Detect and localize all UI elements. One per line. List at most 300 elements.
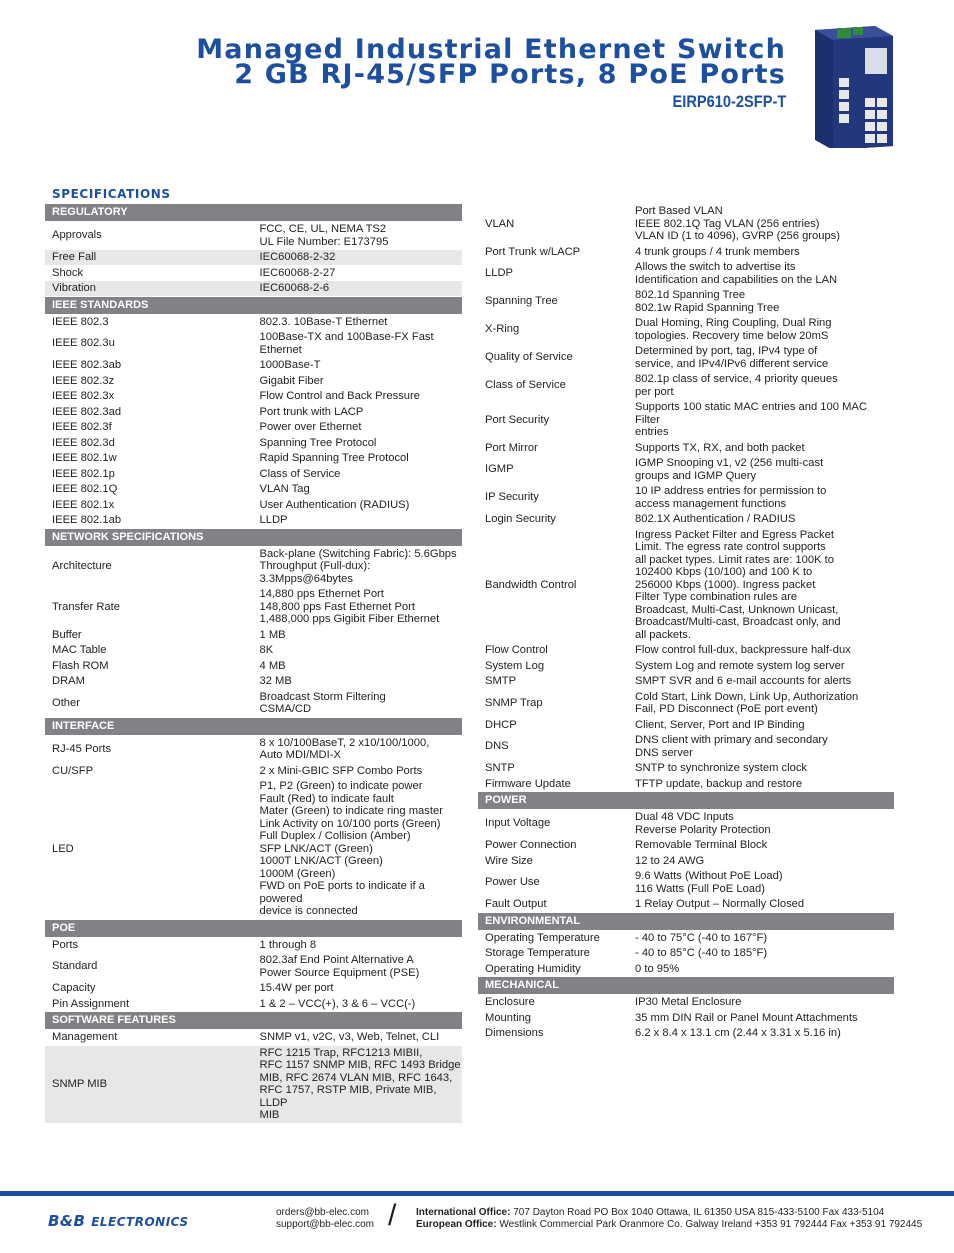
spec-value-line: IEC60068-2-27: [259, 266, 336, 279]
spec-row: [45, 953, 462, 981]
spec-value: [254, 451, 463, 467]
spec-value-line: TFTP update, backup and restore: [635, 777, 803, 790]
spec-value: [629, 717, 894, 733]
spec-label: Vibration: [45, 281, 254, 297]
spec-value-line: 1 Relay Output – Normally Closed: [635, 898, 805, 910]
spec-label: IEEE 802.3x: [45, 389, 254, 405]
spec-label: SNMP Trap: [478, 689, 629, 717]
title-line-1: Managed Industrial Ethernet Switch: [196, 34, 786, 65]
spec-value-line: MIB: [259, 1109, 280, 1121]
spec-row: [45, 389, 462, 405]
spec-label: IEEE 802.3ab: [45, 358, 254, 374]
section-title: SOFTWARE FEATURES: [45, 1012, 462, 1030]
spec-value-line: 100Base-TX and 100Base-FX Fast Ethernet: [259, 331, 434, 356]
spec-label: Flash ROM: [45, 658, 254, 674]
spec-value-line: SFP LNK/ACT (Green): [259, 842, 373, 855]
spec-row: [45, 674, 462, 690]
title-line-2: 2 GB RJ-45/SFP Ports, 8 PoE Ports: [234, 59, 786, 90]
office-addresses: [416, 1207, 922, 1231]
spec-label: Free Fall: [45, 250, 254, 266]
support-email[interactable]: support@bb-elec.com: [276, 1219, 374, 1230]
spec-value-line: topologies. Recovery time below 20mS: [635, 329, 829, 342]
spec-row: [478, 810, 894, 838]
spec-value: [254, 937, 463, 953]
spec-value: [254, 435, 463, 451]
spec-value-line: 802.3. 10Base-T Ethernet: [259, 315, 388, 328]
spec-value: [254, 1045, 463, 1123]
spec-row: [478, 658, 894, 674]
spec-value-line: IEC60068-2-6: [259, 282, 330, 294]
section-title: NETWORK SPECIFICATIONS: [45, 528, 462, 546]
section-header: [45, 528, 462, 546]
international-office: [416, 1207, 922, 1219]
spec-label: IEEE 802.3ad: [45, 404, 254, 420]
spec-row: [478, 244, 894, 260]
spec-value-line: 802.3af End Point Alternative A: [259, 954, 414, 966]
spec-value: [254, 330, 463, 358]
spec-label: Enclosure: [478, 995, 629, 1011]
spec-value: [254, 735, 463, 763]
spec-row: [478, 643, 894, 659]
spec-value: [629, 897, 894, 913]
spec-label: IEEE 802.3: [45, 314, 254, 330]
spec-value: [254, 482, 463, 498]
section-header: [45, 717, 462, 735]
spec-value: [254, 404, 463, 420]
model-number: EIRP610-2SFP-T: [672, 92, 786, 111]
spec-value: [629, 344, 894, 372]
spec-value-line: Removable Terminal Block: [635, 839, 768, 851]
euro-label: European Office:: [416, 1219, 497, 1230]
spec-value: [629, 288, 894, 316]
spec-value: [254, 953, 463, 981]
spec-row: [45, 587, 462, 628]
spec-value-line: - 40 to 85°C (-40 to 185°F): [635, 947, 768, 959]
spec-value-line: - 40 to 75°C (-40 to 167°F): [635, 931, 768, 944]
spec-value: [629, 689, 894, 717]
spec-value-line: all packets.: [635, 628, 691, 641]
spec-value: [254, 265, 463, 281]
spec-label: Ports: [45, 937, 254, 953]
spec-value-line: 256000 Kbps (1000). Ingress packet: [635, 578, 816, 591]
spec-value: [629, 674, 894, 690]
spec-label: IEEE 802.1w: [45, 451, 254, 467]
spec-value-line: SNMP v1, v2C, v3, Web, Telnet, CLI: [259, 1031, 440, 1043]
spec-label: Flow Control: [478, 643, 629, 659]
spec-value-line: Power over Ethernet: [259, 421, 362, 433]
spec-value: [254, 358, 463, 374]
spec-value: [629, 733, 894, 761]
intl-label: International Office:: [416, 1207, 511, 1218]
spec-value-line: Dual 48 VDC Inputs: [635, 811, 734, 823]
spec-row: [45, 937, 462, 953]
spec-value-line: Link Activity on 10/100 ports (Green): [259, 817, 441, 830]
spec-value-line: User Authentication (RADIUS): [259, 498, 410, 511]
spec-value-line: Fail, PD Disconnect (PoE port event): [635, 703, 818, 715]
spec-row: [478, 204, 894, 244]
spec-value-line: 15.4W per port: [259, 982, 334, 994]
spec-value-line: 102400 Kbps (10/100) and 100 K to: [635, 566, 813, 578]
spec-value-line: Rapid Spanning Tree Protocol: [259, 452, 409, 464]
spec-row: [45, 627, 462, 643]
spec-value-line: Throughput (Full-dux): 3.3Mpps@64bytes: [259, 560, 371, 585]
spec-row: [45, 497, 462, 513]
spec-value-line: Class of Service: [259, 467, 341, 480]
spec-value: [629, 946, 894, 962]
spec-label: Power Connection: [478, 838, 629, 854]
spec-row: [478, 689, 894, 717]
spec-value-line: 9.6 Watts (Without PoE Load): [635, 870, 783, 882]
section-header: [478, 977, 894, 995]
spec-row: [45, 735, 462, 763]
spec-value: [254, 763, 463, 779]
spec-row: [45, 373, 462, 389]
spec-label: IEEE 802.3d: [45, 435, 254, 451]
spec-value-line: 12 to 24 AWG: [635, 854, 705, 867]
spec-value-line: groups and IGMP Query: [635, 469, 757, 482]
spec-value-line: RFC 1157 SNMP MIB, RFC 1493 Bridge: [259, 1059, 461, 1071]
spec-value: [254, 222, 463, 250]
spec-value: [629, 456, 894, 484]
spec-value-line: Cold Start, Link Down, Link Up, Authorization: [635, 690, 859, 703]
spec-value-line: Filter Type combination rules are: [635, 591, 798, 603]
spec-label: IEEE 802.1ab: [45, 513, 254, 529]
spec-label: SMTP: [478, 674, 629, 690]
logo-bb: B&B: [48, 1212, 86, 1230]
spec-value-line: Fault (Red) to indicate fault: [259, 792, 394, 805]
spec-value-line: 802.1p class of service, 4 priority queues: [635, 373, 838, 385]
spec-value-line: access management functions: [635, 497, 787, 510]
spec-label: LED: [45, 779, 254, 920]
spec-label: Quality of Service: [478, 344, 629, 372]
spec-label: IEEE 802.1x: [45, 497, 254, 513]
spec-value-line: Back-plane (Switching Fabric): 5.6Gbps: [259, 547, 457, 560]
spec-value-line: Broadcast, Multi-Cast, Unknown Unicast,: [635, 603, 839, 616]
spec-label: Pin Assignment: [45, 996, 254, 1012]
spec-row: [478, 288, 894, 316]
spec-value-line: 4 trunk groups / 4 trunk members: [635, 245, 800, 258]
spec-value-line: Allows the switch to advertise its: [635, 261, 796, 273]
spec-value-line: IEC60068-2-32: [259, 251, 336, 263]
spec-value: [254, 1030, 463, 1046]
spec-label: IEEE 802.3f: [45, 420, 254, 436]
spec-label: Port Security: [478, 400, 629, 441]
spec-row: [478, 440, 894, 456]
spec-row: [478, 869, 894, 897]
spec-row: [45, 643, 462, 659]
spec-value: [254, 497, 463, 513]
spec-value-line: SNTP to synchronize system clock: [635, 762, 808, 774]
spec-value-line: Supports 100 static MAC entries and 100 MAC Filter: [635, 401, 867, 426]
spec-label: SNTP: [478, 761, 629, 777]
spec-label: Other: [45, 689, 254, 717]
spec-value-line: SMPT SVR and 6 e-mail accounts for alerts: [635, 675, 852, 687]
spec-value: [254, 314, 463, 330]
spec-value-line: 1 MB: [259, 628, 286, 641]
spec-row: [478, 897, 894, 913]
spec-value-line: CSMA/CD: [259, 703, 312, 715]
spec-label: Fault Output: [478, 897, 629, 913]
spec-value-line: Flow Control and Back Pressure: [259, 390, 420, 402]
spec-value: [254, 250, 463, 266]
spec-value-line: IGMP Snooping v1, v2 (256 multi-cast: [635, 457, 824, 469]
spec-row: [45, 451, 462, 467]
spec-value-line: Gigabit Fiber: [259, 374, 324, 387]
spec-row: [478, 853, 894, 869]
spec-value-line: Port Based VLAN: [635, 205, 723, 217]
section-title: MECHANICAL: [478, 977, 894, 995]
spec-value-line: 1 through 8: [259, 938, 317, 951]
spec-label: Login Security: [478, 512, 629, 528]
spec-value: [629, 1026, 894, 1042]
spec-value-line: Client, Server, Port and IP Binding: [635, 718, 805, 731]
spec-label: Capacity: [45, 981, 254, 997]
spec-label: Dimensions: [478, 1026, 629, 1042]
spec-value-line: Full Duplex / Collision (Amber): [259, 830, 411, 842]
spec-row: [45, 330, 462, 358]
spec-value-line: VLAN Tag: [259, 483, 310, 495]
spec-value: [629, 400, 894, 441]
spec-value-line: 116 Watts (Full PoE Load): [635, 882, 765, 895]
spec-row: [478, 961, 894, 977]
spec-row: [45, 466, 462, 482]
spec-row: [45, 1030, 462, 1046]
spec-value-line: 2 x Mini-GBIC SFP Combo Ports: [259, 764, 423, 777]
spec-value-line: Spanning Tree Protocol: [259, 436, 377, 449]
spec-value-line: 1 & 2 – VCC(+), 3 & 6 – VCC(-): [259, 997, 416, 1010]
spec-value-line: device is connected: [259, 905, 358, 917]
spec-label: Bandwidth Control: [478, 527, 629, 643]
spec-value: [629, 961, 894, 977]
spec-row: [45, 420, 462, 436]
spec-value: [254, 466, 463, 482]
spec-value: [629, 512, 894, 528]
spec-row: [478, 527, 894, 643]
spec-value: [254, 627, 463, 643]
spec-label: System Log: [478, 658, 629, 674]
spec-label: Power Use: [478, 869, 629, 897]
spec-value-line: VLAN ID (1 to 4096), GVRP (256 groups): [635, 230, 840, 242]
spec-value: [629, 260, 894, 288]
section-header: [478, 792, 894, 810]
spec-value-line: Supports TX, RX, and both packet: [635, 441, 805, 454]
spec-row: [478, 776, 894, 792]
spec-label: IEEE 802.3u: [45, 330, 254, 358]
spec-row: [45, 281, 462, 297]
spec-value-line: 8K: [259, 644, 274, 656]
spec-value-line: IEEE 802.1Q Tag VLAN (256 entries): [635, 217, 820, 230]
spec-row: [45, 658, 462, 674]
spec-value: [629, 244, 894, 260]
spec-value-line: entries: [635, 426, 669, 438]
footer-slash: /: [388, 1199, 397, 1232]
spec-value-line: DNS server: [635, 746, 693, 759]
spec-label: X-Ring: [478, 316, 629, 344]
logo-electronics: ELECTRONICS: [91, 1215, 189, 1229]
spec-label: Mounting: [478, 1010, 629, 1026]
spec-value: [629, 643, 894, 659]
spec-label: DRAM: [45, 674, 254, 690]
spec-value-line: UL File Number: E173795: [259, 235, 389, 248]
spec-value-line: 1000Base-T: [259, 359, 321, 371]
spec-value-line: Limit. The egress rate control supports: [635, 541, 826, 553]
spec-value: [254, 658, 463, 674]
spec-label: Port Mirror: [478, 440, 629, 456]
spec-row: [478, 946, 894, 962]
spec-label: Operating Temperature: [478, 930, 629, 946]
spec-value-line: 14,880 pps Ethernet Port: [259, 588, 384, 600]
section-header: [45, 919, 462, 937]
spec-value-line: System Log and remote system log server: [635, 659, 845, 672]
spec-value: [629, 810, 894, 838]
spec-label: Buffer: [45, 627, 254, 643]
spec-row: [478, 456, 894, 484]
spec-row: [478, 512, 894, 528]
orders-email[interactable]: orders@bb-elec.com: [276, 1207, 369, 1218]
spec-row: [478, 316, 894, 344]
spec-value: [254, 674, 463, 690]
spec-value-line: per port: [635, 385, 674, 398]
spec-label: Spanning Tree: [478, 288, 629, 316]
spec-value: [629, 1010, 894, 1026]
spec-value: [254, 689, 463, 717]
spec-value-line: 32 MB: [259, 675, 292, 687]
spec-row: [45, 996, 462, 1012]
spec-value: [629, 869, 894, 897]
spec-row: [478, 400, 894, 441]
spec-value-line: 4 MB: [259, 659, 286, 672]
spec-label: Input Voltage: [478, 810, 629, 838]
spec-row: [478, 372, 894, 400]
spec-row: [45, 404, 462, 420]
spec-value-line: Broadcast Storm Filtering: [259, 690, 386, 703]
section-header: [45, 296, 462, 314]
section-title: POWER: [478, 792, 894, 810]
spec-label: LLDP: [478, 260, 629, 288]
spec-value-line: Determined by port, tag, IPv4 type of: [635, 345, 818, 357]
spec-value: [629, 853, 894, 869]
spec-row: [478, 1026, 894, 1042]
section-header: [478, 912, 894, 930]
spec-value-line: Identification and capabilities on the LAN: [635, 273, 838, 286]
spec-row: [45, 763, 462, 779]
section-title: INTERFACE: [45, 717, 462, 735]
spec-row: [45, 482, 462, 498]
spec-row: [478, 717, 894, 733]
spec-value-line: Port trunk with LACP: [259, 405, 364, 418]
spec-value: [629, 930, 894, 946]
spec-row: [45, 513, 462, 529]
spec-label: RJ-45 Ports: [45, 735, 254, 763]
spec-value-line: Dual Homing, Ring Coupling, Dual Ring: [635, 317, 832, 329]
spec-value-line: Ingress Packet Filter and Egress Packet: [635, 528, 834, 541]
spec-label: Class of Service: [478, 372, 629, 400]
spec-row: [45, 546, 462, 587]
euro-text: Westlink Commercial Park Oranmore Co. Galway Ireland +353 91 792444 Fax +353 91 792445: [499, 1219, 923, 1230]
spec-label: CU/SFP: [45, 763, 254, 779]
spec-value: [254, 643, 463, 659]
spec-value-line: 802.1w Rapid Spanning Tree: [635, 301, 780, 314]
spec-row: [45, 981, 462, 997]
spec-value-line: Reverse Polarity Protection: [635, 823, 771, 836]
spec-value: [254, 546, 463, 587]
spec-value: [629, 995, 894, 1011]
spec-label: Management: [45, 1030, 254, 1046]
spec-row: [478, 930, 894, 946]
spec-row: [45, 250, 462, 266]
spec-label: IGMP: [478, 456, 629, 484]
spec-row: [478, 484, 894, 512]
spec-value-line: 802.1X Authentication / RADIUS: [635, 513, 796, 525]
spec-label: SNMP MIB: [45, 1045, 254, 1123]
spec-row: [45, 435, 462, 451]
spec-value: [254, 587, 463, 628]
spec-value-line: 1000M (Green): [259, 867, 336, 880]
spec-label: Shock: [45, 265, 254, 281]
spec-value-line: 148,800 pps Fast Ethernet Port: [259, 600, 415, 613]
product-image: [805, 18, 900, 148]
spec-value: [254, 996, 463, 1012]
spec-value-line: all packet types. Limit rates are: 100K to: [635, 553, 834, 566]
spec-value: [629, 838, 894, 854]
section-title: POE: [45, 919, 462, 937]
spec-value-line: FCC, CE, UL, NEMA TS2: [259, 223, 387, 235]
spec-value-line: Broadcast/Multi-cast, Broadcast only, and: [635, 616, 841, 628]
spec-value-line: MIB, RFC 2674 VLAN MIB, RFC 1643,: [259, 1071, 453, 1084]
spec-value-line: 0 to 95%: [635, 962, 680, 975]
spec-row: [478, 733, 894, 761]
spec-value-line: 1,488,000 pps Gigibit Fiber Ethernet: [259, 613, 440, 625]
spec-label: Firmware Update: [478, 776, 629, 792]
specifications-heading: SPECIFICATIONS: [52, 187, 171, 201]
spec-value: [629, 372, 894, 400]
spec-label: DHCP: [478, 717, 629, 733]
spec-value-line: Mater (Green) to indicate ring master: [259, 805, 443, 817]
spec-label: IEEE 802.3z: [45, 373, 254, 389]
spec-value: [629, 484, 894, 512]
spec-value: [254, 779, 463, 920]
spec-row: [45, 314, 462, 330]
spec-value-line: service, and IPv4/IPv6 different service: [635, 357, 829, 370]
spec-value-line: 6.2 x 8.4 x 13.1 cm (2.44 x 3.31 x 5.16 in): [635, 1027, 841, 1039]
spec-row: [478, 344, 894, 372]
spec-value-line: P1, P2 (Green) to indicate power: [259, 780, 423, 792]
spec-value: [254, 373, 463, 389]
spec-value: [629, 204, 894, 244]
section-title: IEEE STANDARDS: [45, 296, 462, 314]
spec-row: [478, 674, 894, 690]
spec-value: [254, 981, 463, 997]
section-header: [45, 204, 462, 222]
spec-value: [254, 420, 463, 436]
right-spec-table: [478, 204, 894, 1042]
spec-value: [629, 776, 894, 792]
spec-value-line: 8 x 10/100BaseT, 2 x10/100/1000,: [259, 736, 430, 749]
spec-row: [45, 689, 462, 717]
spec-value-line: DNS client with primary and secondary: [635, 734, 828, 746]
spec-value: [254, 513, 463, 529]
spec-row: [45, 779, 462, 920]
footer-rule: [0, 1191, 954, 1196]
spec-label: Wire Size: [478, 853, 629, 869]
company-logo: [48, 1212, 189, 1230]
section-title: REGULATORY: [45, 204, 462, 222]
spec-row: [45, 222, 462, 250]
spec-label: Standard: [45, 953, 254, 981]
spec-label: IEEE 802.1Q: [45, 482, 254, 498]
spec-row: [478, 761, 894, 777]
spec-value-line: IP30 Metal Enclosure: [635, 996, 742, 1008]
